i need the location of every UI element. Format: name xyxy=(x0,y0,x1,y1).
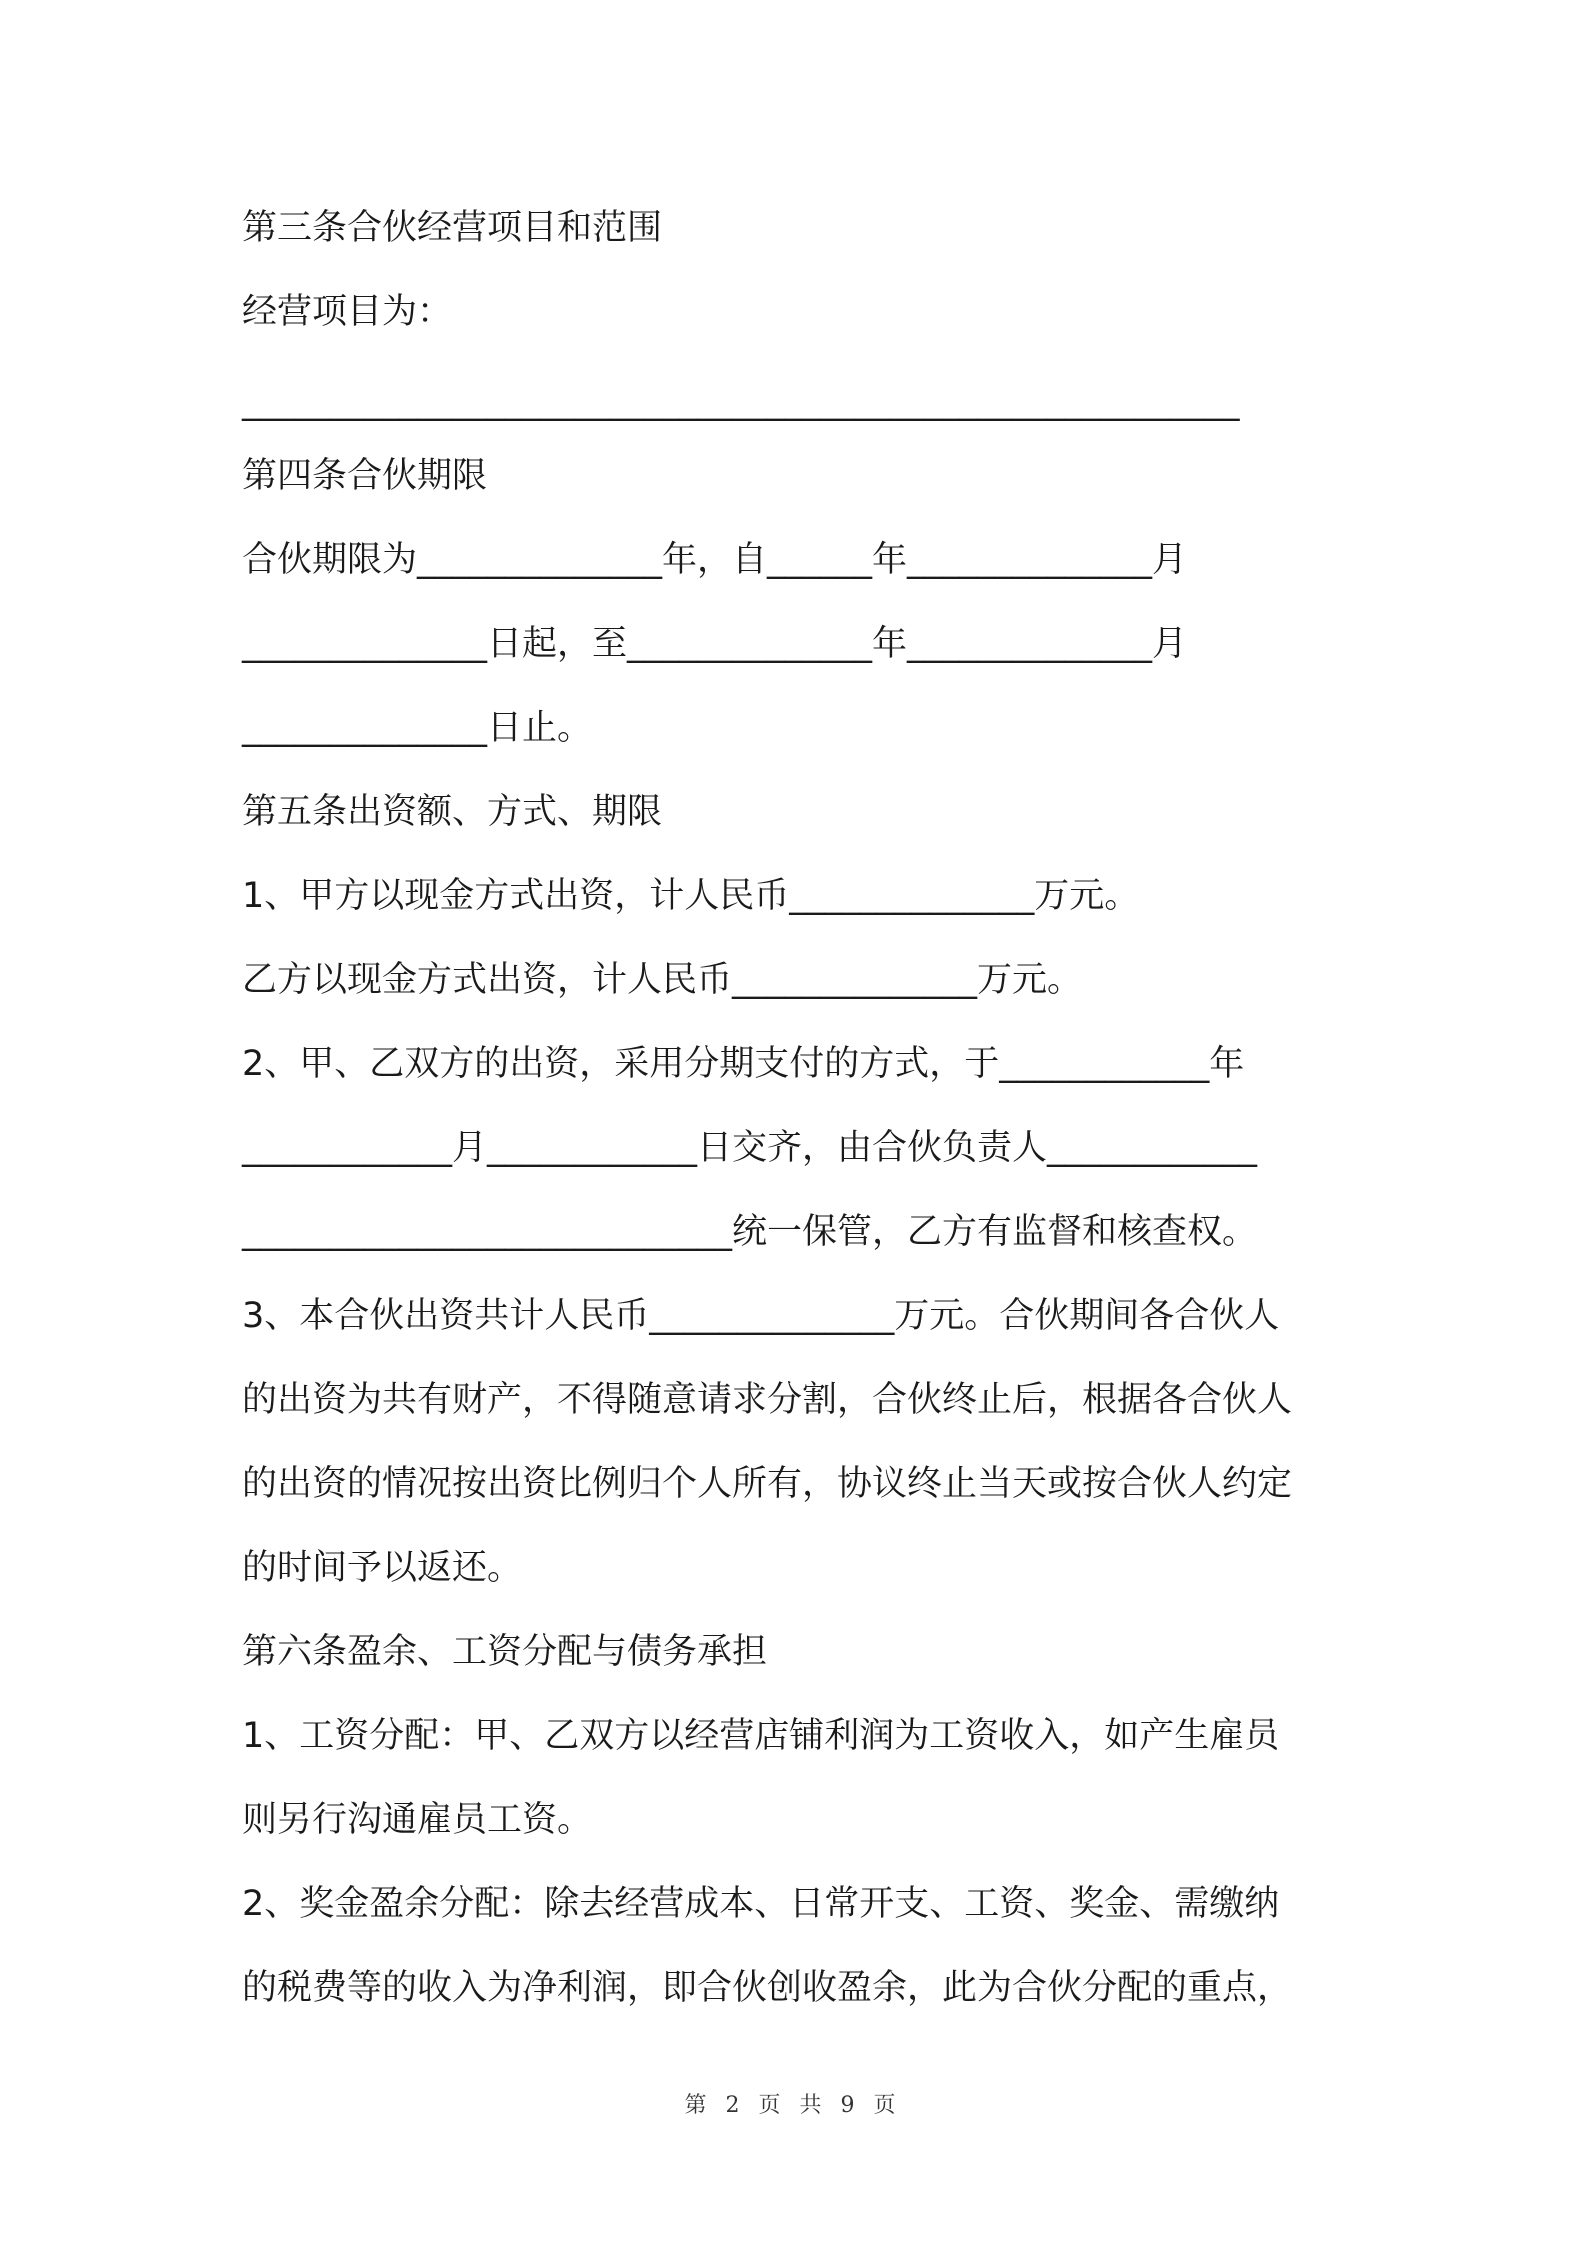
installment-line-3: ____________________________统一保管，乙方有监督和核查权。 xyxy=(242,1212,1258,1252)
term-line-1: 合伙期限为______________年，自______年______________月 xyxy=(242,540,1188,580)
term-line-3: ______________日止。 xyxy=(242,708,593,748)
surplus-line-2: 的税费等的收入为净利润，即合伙创收盈余，此为合伙分配的重点， xyxy=(242,1968,1293,2008)
contribution-party-b: 乙方以现金方式出资，计人民币______________万元。 xyxy=(242,960,1083,1000)
installment-line-1: 2、甲、乙双方的出资，采用分期支付的方式，于____________年 xyxy=(242,1044,1245,1084)
salary-line-1: 1、工资分配：甲、乙双方以经营店铺利润为工资收入，如产生雇员 xyxy=(242,1716,1280,1756)
business-scope-label: 经营项目为： xyxy=(242,292,453,332)
installment-line-2: ____________月____________日交齐，由合伙负责人____________ xyxy=(242,1128,1258,1168)
contribution-party-a: 1、甲方以现金方式出资，计人民币______________万元。 xyxy=(242,876,1140,916)
total-contribution-line-1: 3、本合伙出资共计人民币______________万元。合伙期间各合伙人 xyxy=(242,1296,1280,1336)
article-3-heading: 第三条合伙经营项目和范围 xyxy=(242,208,663,248)
term-line-2: ______________日起，至______________年______________月 xyxy=(242,624,1188,664)
surplus-line-1: 2、奖金盈余分配：除去经营成本、日常开支、工资、奖金、需缴纳 xyxy=(242,1884,1280,1924)
business-scope-blank: _________________________________________________________ xyxy=(242,382,1240,422)
total-contribution-line-3: 的出资的情况按出资比例归个人所有，协议终止当天或按合伙人约定 xyxy=(242,1464,1293,1504)
article-6-heading: 第六条盈余、工资分配与债务承担 xyxy=(242,1632,768,1672)
page-number: 第 2 页 共 9 页 xyxy=(684,2093,902,2118)
article-5-heading: 第五条出资额、方式、期限 xyxy=(242,792,663,832)
salary-line-2: 则另行沟通雇员工资。 xyxy=(242,1800,593,1840)
total-contribution-line-2: 的出资为共有财产，不得随意请求分割，合伙终止后，根据各合伙人 xyxy=(242,1380,1293,1420)
total-contribution-line-4: 的时间予以返还。 xyxy=(242,1548,523,1588)
article-4-heading: 第四条合伙期限 xyxy=(242,456,488,496)
